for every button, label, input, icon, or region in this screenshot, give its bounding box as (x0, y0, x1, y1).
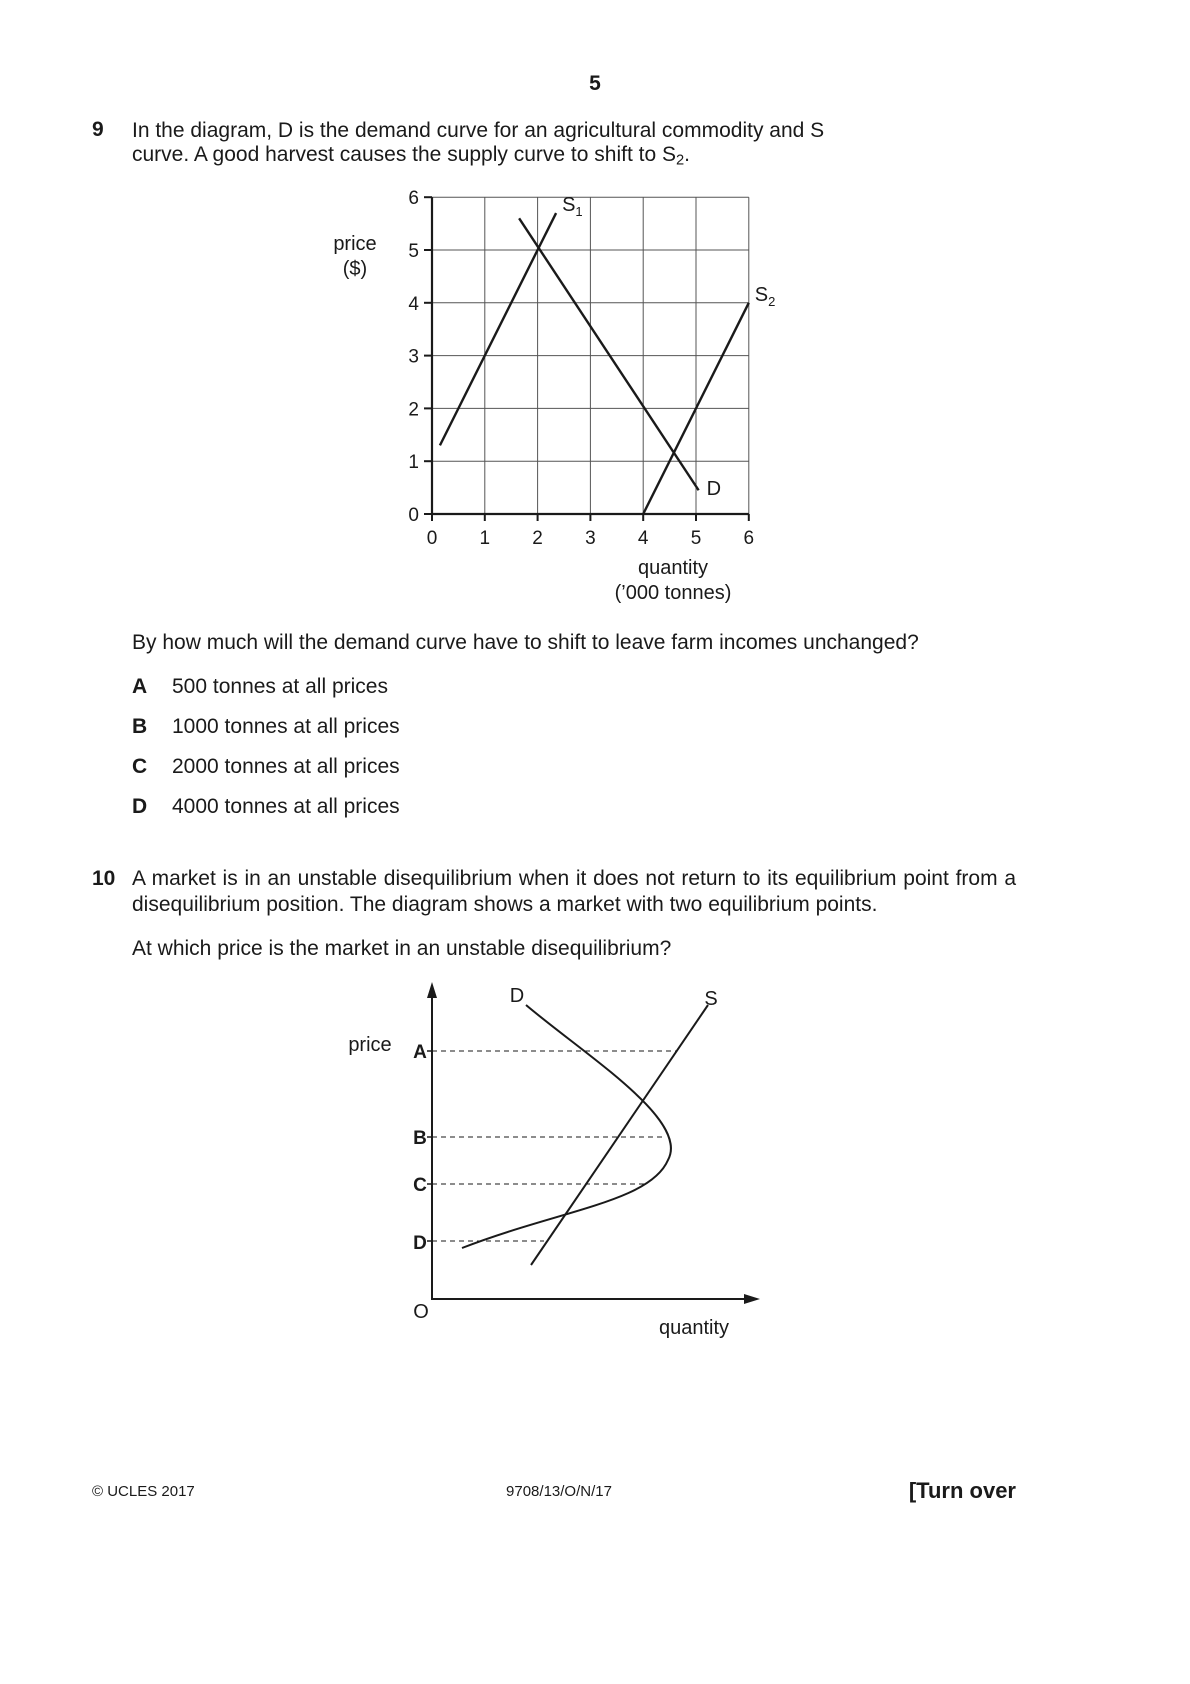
diagram-origin-label: O (413, 1301, 429, 1323)
supply-curve (531, 1005, 708, 1265)
x-tick-label: 2 (532, 528, 543, 549)
question-9-prompt: By how much will the demand curve have to shift to leave farm incomes unchanged? (132, 631, 919, 654)
chart-grid (432, 197, 749, 514)
supply-demand-chart (0, 0, 1190, 640)
chart-ylabel-line1: price (333, 233, 377, 255)
question-10-prompt: At which price is the market in an unstable disequilibrium? (132, 937, 672, 960)
diagram-quantity-label: quantity (658, 1317, 730, 1339)
question-9-line-2: curve. A good harvest causes the supply curve to shift to $S_2$. (132, 143, 690, 169)
option-d-letter: D (132, 795, 148, 818)
turn-over: [Turn over (908, 1478, 1016, 1503)
series-line-d (519, 218, 699, 490)
diagram-supply-label: S (704, 988, 718, 1010)
page-number: 5 (589, 72, 601, 95)
x-axis-arrowhead (744, 1294, 760, 1304)
option-a-letter: A (132, 675, 148, 698)
chart-series (440, 213, 749, 514)
question-10-number: 10 (92, 867, 116, 890)
price-level-d: D (413, 1233, 427, 1254)
chart-ylabel-line2: ($) (342, 258, 368, 280)
question-10-text: A market is in an unstable disequilibrium when it does not return to its equilibrium point from a disequilibrium position. The diagram shows a market with two equilibrium points. (132, 867, 1016, 916)
price-level-b: B (413, 1128, 427, 1149)
x-tick-label: 4 (637, 528, 649, 549)
chart-xlabel-line1: quantity (637, 557, 709, 579)
y-tick-label: 4 (408, 293, 419, 315)
x-tick-label: 6 (743, 528, 755, 549)
option-b-text: 1000 tonnes at all prices (172, 715, 400, 738)
option-c-letter: C (132, 755, 148, 778)
chart-tick-labels (408, 188, 754, 549)
y-axis-arrowhead (427, 982, 437, 998)
option-b-letter: B (132, 715, 148, 738)
x-tick-label: 3 (585, 528, 596, 549)
x-tick-label: 1 (479, 528, 491, 549)
diagram-price-label: price (348, 1034, 392, 1056)
series-label-s2: $S_2$ (754, 283, 776, 309)
chart-series-labels (562, 194, 775, 500)
chart-xlabel-line2: (’000 tonnes) (614, 582, 732, 604)
y-tick-label: 3 (408, 346, 419, 368)
x-tick-label: 5 (690, 528, 702, 549)
question-9-number: 9 (92, 118, 104, 141)
equilibrium-diagram (0, 960, 1190, 1360)
footer-copyright: © UCLES 2017 (92, 1483, 195, 1500)
option-c-text: 2000 tonnes at all prices (172, 755, 400, 778)
option-d-text: 4000 tonnes at all prices (172, 795, 400, 818)
y-tick-label: 5 (408, 241, 419, 262)
series-label-s1: $S_1$ (562, 194, 583, 220)
footer-code: 9708/13/O/N/17 (506, 1483, 612, 1500)
y-tick-label: 0 (408, 505, 419, 526)
option-a-text: 500 tonnes at all prices (172, 675, 388, 698)
price-level-a: A (413, 1042, 427, 1063)
y-tick-label: 1 (408, 452, 419, 474)
question-9-line-1: In the diagram, D is the demand curve for an agricultural commodity and S (132, 119, 825, 142)
series-label-d: D (706, 478, 722, 501)
x-tick-label: 0 (426, 528, 438, 549)
y-tick-label: 2 (408, 399, 419, 421)
price-level-c: C (413, 1175, 427, 1196)
diagram-demand-label: D (509, 985, 525, 1007)
y-tick-label: 6 (408, 188, 419, 210)
